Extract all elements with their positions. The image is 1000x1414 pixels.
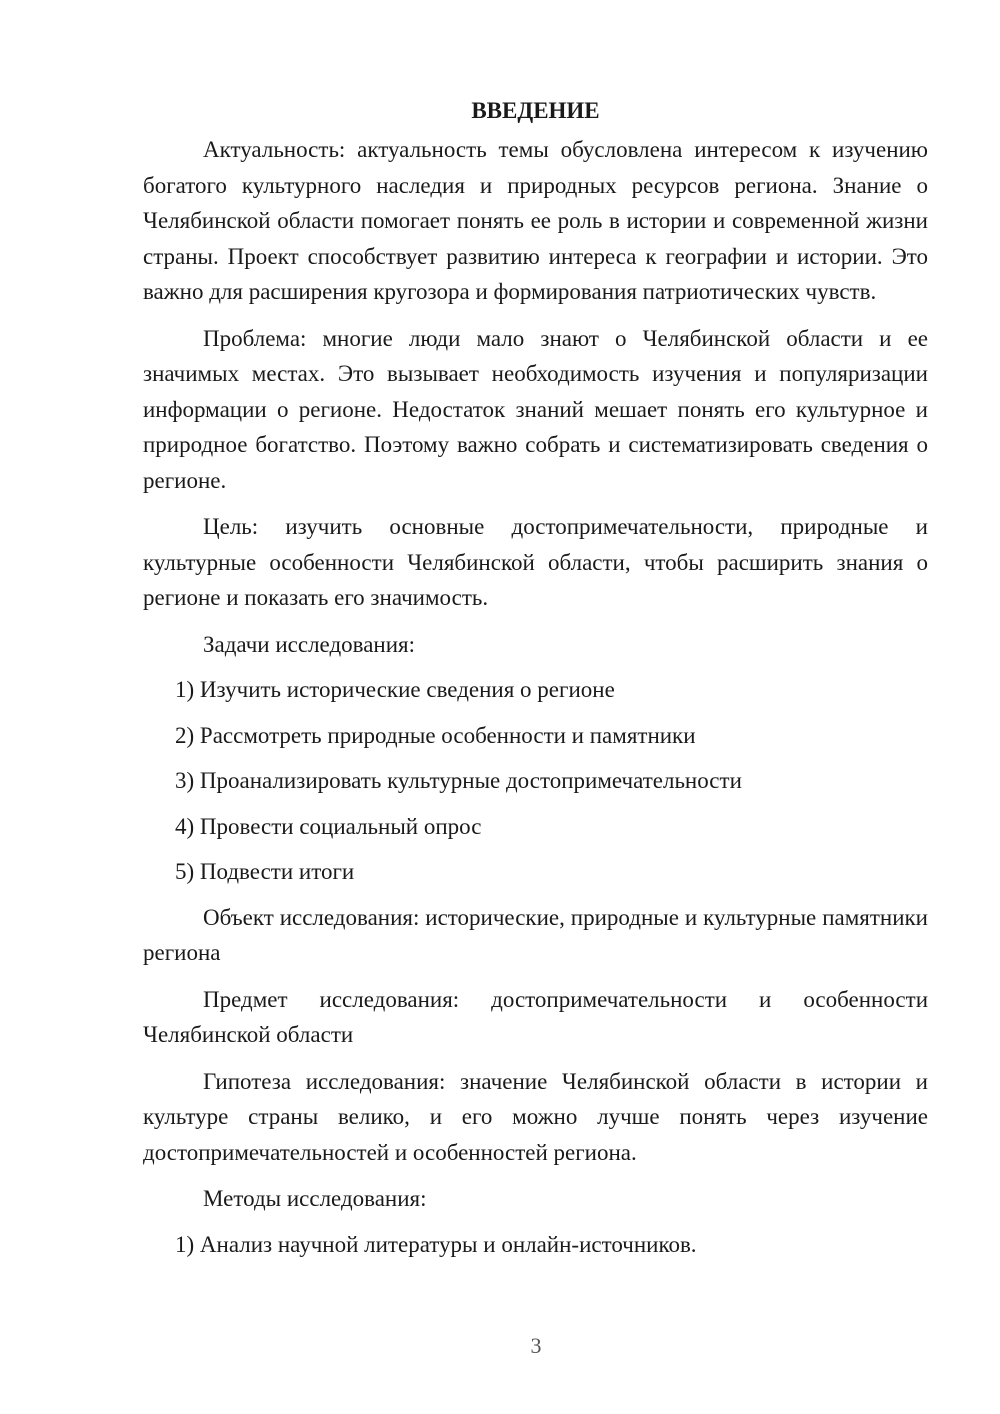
relevance-paragraph: Актуальность: актуальность темы обусловлена интересом к изучению богатого культурного наследия и природных ресурсов региона. Знание о Челябинской области помогает понять ее роль в истории и современной жизни страны. Проект способствует развитию интереса к географии и истории. Это важно для расширения кругозора и формирования патриотических чувств. [143, 137, 928, 304]
object-paragraph: Объект исследования: исторические, природные и культурные памятники региона [143, 904, 928, 965]
problem-paragraph: Проблема: многие люди мало знают о Челябинской области и ее значимых местах. Это вызывает необходимость изучения и популяризации информации о регионе. Недостаток знаний мешает понять его культурное и природное богатство. Поэтому важно собрать и систематизировать сведения о регионе. [143, 325, 928, 493]
tasks-label: Задачи исследования: [203, 631, 416, 657]
list-item: 1) Анализ научной литературы и онлайн-источников. [175, 1231, 697, 1257]
list-item: 2) Рассмотреть природные особенности и памятники [175, 722, 696, 748]
hypothesis-paragraph: Гипотеза исследования: значение Челябинской области в истории и культуре страны велико, и его можно лучше понять через изучение достопримечательностей и особенностей региона. [143, 1068, 928, 1165]
list-item: 1) Изучить исторические сведения о регионе [175, 677, 615, 702]
methods-label: Методы исследования: [203, 1186, 427, 1211]
subject-paragraph: Предмет исследования: достопримечательности и особенности Челябинской области [143, 986, 928, 1047]
page-number: 3 [530, 1333, 542, 1358]
goal-paragraph: Цель: изучить основные достопримечательности, природные и культурные особенности Челябинской области, чтобы расширить знания о регионе и показать его значимость. [143, 514, 928, 610]
page-body [143, 93, 928, 1272]
section-title: ВВЕДЕНИЕ [471, 98, 600, 123]
methods-list [143, 1227, 928, 1263]
tasks-list [143, 672, 928, 890]
list-item: 4) Провести социальный опрос [175, 813, 482, 839]
list-item: 3) Проанализировать культурные достопримечательности [175, 768, 742, 793]
list-item: 5) Подвести итоги [175, 859, 355, 884]
